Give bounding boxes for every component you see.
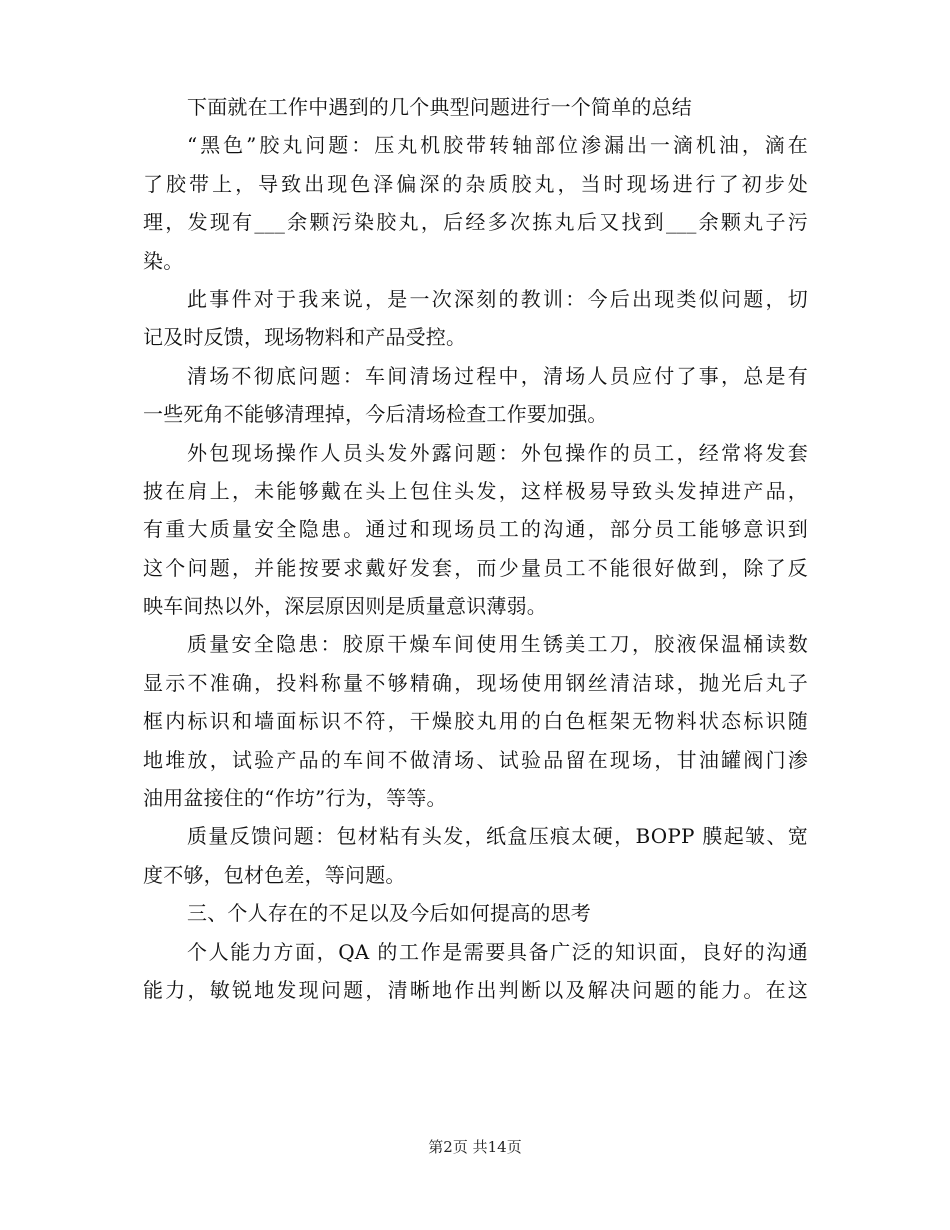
paragraph-line: 框内标识和墙面标识不符，干燥胶丸用的白色框架无物料状态标识随 [143,709,808,734]
paragraph-line: 外包现场操作人员头发外露问题：外包操作的员工，经常将发套 [187,440,808,465]
paragraph-line: 记及时反馈，现场物料和产品受控。 [143,325,467,350]
paragraph-line: 度不够，包材色差，等问题。 [143,862,406,887]
paragraph-line: 披在肩上，未能够戴在头上包住头发，这样极易导致头发掉进产品， [143,478,808,503]
paragraph-line: 个人能力方面，QA 的工作是需要具备广泛的知识面，良好的沟通 [187,939,808,964]
paragraph-line: “黑色”胶丸问题：压丸机胶带转轴部位渗漏出一滴机油，滴在 [187,133,808,158]
page-number: 第2页 共14页 [428,1138,522,1156]
section-heading: 三、个人存在的不足以及今后如何提高的思考 [187,901,591,926]
paragraph-line: 染。 [143,248,184,273]
paragraph-line: 质量安全隐患：胶原干燥车间使用生锈美工刀，胶液保温桶读数 [187,632,808,657]
paragraph-line: 能力，敏锐地发现问题，清晰地作出判断以及解决问题的能力。在这 [143,977,808,1002]
paragraph-line: 理，发现有___余颗污染胶丸，后经多次拣丸后又找到___余颗丸子污 [143,210,808,235]
paragraph-line: 显示不准确，投料称量不够精确，现场使用钢丝清洁球，抛光后丸子 [143,670,808,695]
paragraph-line: 此事件对于我来说，是一次深刻的教训：今后出现类似问题，切 [187,286,808,311]
paragraph-line: 一些死角不能够清理掉，今后清场检查工作要加强。 [143,402,608,427]
paragraph-line: 地堆放，试验产品的车间不做清场、试验品留在现场，甘油罐阀门渗 [143,747,808,772]
paragraph-line: 质量反馈问题：包材粘有头发，纸盒压痕太硬，BOPP 膜起皱、宽 [187,824,808,849]
paragraph-line: 下面就在工作中遇到的几个典型问题进行一个简单的总结 [187,95,692,119]
paragraph-line: 有重大质量安全隐患。通过和现场员工的沟通，部分员工能够意识到 [143,517,808,542]
paragraph-line: 了胶带上，导致出现色泽偏深的杂质胶丸，当时现场进行了初步处 [143,171,808,196]
paragraph-line: 映车间热以外，深层原因则是质量意识薄弱。 [143,594,547,619]
paragraph-line: 这个问题，并能按要求戴好发套，而少量员工不能很好做到，除了反 [143,555,808,580]
paragraph-line: 清场不彻底问题：车间清场过程中，清场人员应付了事，总是有 [187,363,808,388]
paragraph-line: 油用盆接住的“作坊”行为，等等。 [143,786,447,811]
document-body [143,88,808,1009]
